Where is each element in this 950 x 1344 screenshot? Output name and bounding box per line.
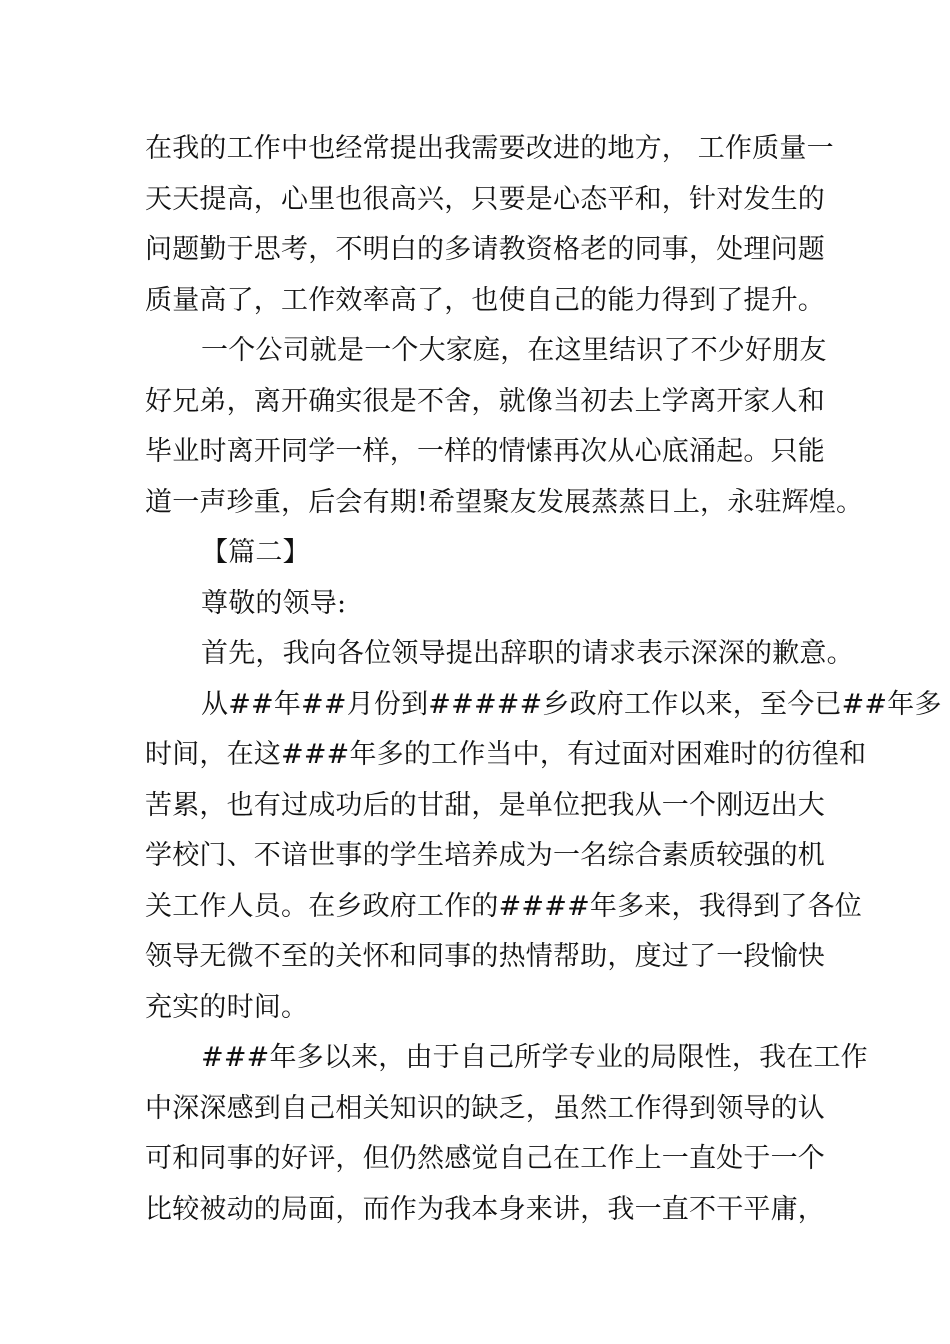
paragraph-2 [145,326,864,528]
section-heading: 【篇二】 [201,537,310,568]
text-line: 从##年##月份到#####乡政府工作以来，至今已##年多 [201,688,942,720]
text-line: 可和同事的好评，但仍然感觉自己在工作上一直处于一个 [145,1143,825,1174]
text-line: 领导无微不至的关怀和同事的热情帮助，度过了一段愉快 [145,941,825,972]
text-line: 中深深感到自己相关知识的缺乏，虽然工作得到领导的认 [145,1092,825,1124]
text-line: 首先，我向各位领导提出辞职的请求表示深深的歉意。 [201,638,854,669]
paragraph-5 [145,1033,868,1235]
document-body [145,124,942,1235]
text-line: 道一声珍重，后会有期!希望聚友发展蒸蒸日上，永驻辉煌。 [145,486,864,518]
salutation: 尊敬的领导: [201,587,347,619]
paragraph-1 [145,124,834,326]
text-line: 问题勤于思考，不明白的多请教资格老的同事，处理问题 [145,234,825,265]
text-line: 学校门、不谙世事的学生培养成为一名综合素质较强的机 [145,840,825,871]
text-line: ###年多以来，由于自己所学专业的局限性，我在工作 [201,1042,868,1073]
paragraph-3 [145,629,854,680]
text-line: 天天提高，心里也很高兴，只要是心态平和，针对发生的 [145,183,825,215]
text-line: 时间，在这###年多的工作当中，有过面对困难时的彷徨和 [145,739,867,770]
text-line: 质量高了，工作效率高了，也使自己的能力得到了提升。 [145,284,825,316]
text-line: 毕业时离开同学一样，一样的情愫再次从心底涌起。只能 [145,436,825,467]
text-line: 一个公司就是一个大家庭，在这里结识了不少好朋友 [201,335,827,366]
text-line: 关工作人员。在乡政府工作的####年多来，我得到了各位 [145,890,862,922]
text-line: 好兄弟，离开确实很是不舍，就像当初去上学离开家人和 [145,385,825,417]
text-line: 充实的时间。 [145,991,309,1023]
text-line: 在我的工作中也经常提出我需要改进的地方， 工作质量一 [145,133,834,164]
paragraph-4 [145,680,942,1034]
text-line: 苦累，也有过成功后的甘甜，是单位把我从一个刚迈出大 [145,789,825,821]
text-line: 比较被动的局面，而作为我本身来讲，我一直不干平庸， [145,1193,825,1225]
